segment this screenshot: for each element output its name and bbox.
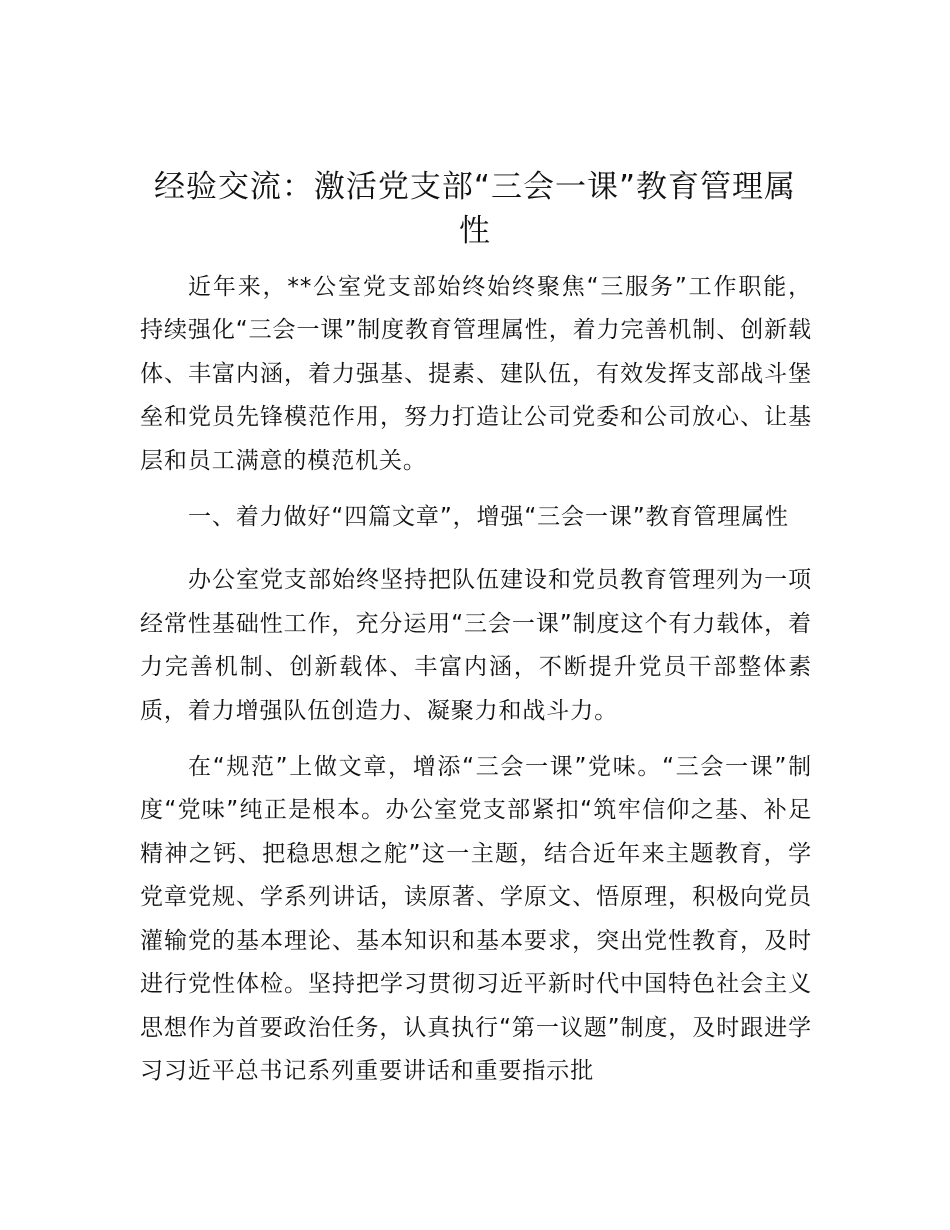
body-paragraph: 在“规范”上做文章，增添“三会一课”党味。“三会一课”制度“党味”纯正是根本。办公室党支部紧扣“筑牢信仰之基、补足精神之钙、把稳思想之舵”这一主题，结合近年来主题教育，学党章党规、学系列讲话，读原著、学原文、悟原理，积极向党员灌输党的基本理论、基本知识和基本要求，突出党性教育，及时进行党性体检。坚持把学习贯彻习近平新时代中国特色社会主义思想作为首要政治任务，认真执行“第一议题”制度，及时跟进学习习近平总书记系列重要讲话和重要指示批 (140, 754, 812, 1084)
body-paragraph: 办公室党支部始终坚持把队伍建设和党员教育管理列为一项经常性基础性工作，充分运用“三会一课”制度这个有力载体，着力完善机制、创新载体、丰富内涵，不断提升党员干部整体素质，着力增强队伍创造力、凝聚力和战斗力。 (140, 567, 812, 724)
intro-paragraph: 近年来，**公室党支部始终始终聚焦“三服务”工作职能，持续强化“三会一课”制度教育管理属性，着力完善机制、创新载体、丰富内涵，着力强基、提素、建队伍，有效发挥支部战斗堡垒和党员先锋模范作用，努力打造让公司党委和公司放心、让基层和员工满意的模范机关。 (140, 274, 812, 474)
document-title: 经验交流：激活党支部“三会一课”教育管理属性 (153, 169, 797, 249)
document-body (140, 266, 812, 1106)
section-heading: 一、着力做好“四篇文章”，增强“三会一课”教育管理属性 (188, 504, 789, 531)
